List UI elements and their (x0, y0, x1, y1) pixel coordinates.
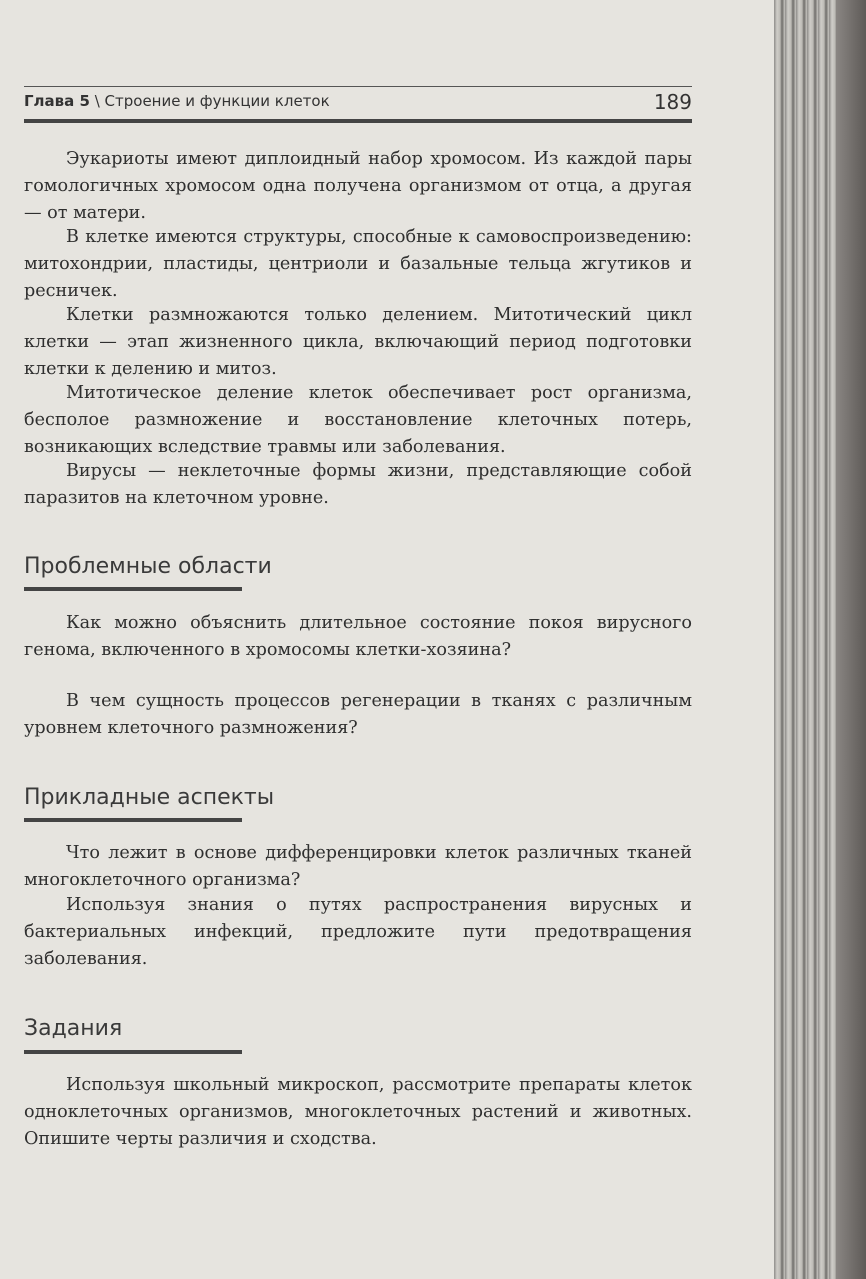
section-rule (24, 587, 242, 591)
running-head (24, 92, 692, 118)
question-paragraph: Используя знания о путях распространения вирусных и бактериальных инфекций, предложите пути предотвращения заболевания. (24, 895, 692, 969)
page-number: 189 (653, 90, 692, 114)
section-title-tasks: Задания (24, 1016, 123, 1041)
section-title-problems: Проблемные области (24, 554, 272, 579)
summary-paragraph: Эукариоты имеют диплоидный набор хромосом. Из каждой пары гомологичных хромосом одна получена организмом от отца, а другая — от матери. (24, 149, 692, 223)
header-bottom-rule (24, 119, 692, 123)
question-paragraph: Как можно объяснить длительное состояние покоя вирусного генома, включенного в хромосомы клетки-хозяина? (24, 613, 692, 660)
question-paragraph: Что лежит в основе дифференцировки клеток различных тканей многоклеточного организма? (24, 843, 692, 890)
summary-paragraph: Митотическое деление клеток обеспечивает рост организма, бесполое размножение и восстановление клеточных потерь, возникающих вследствие травмы или заболевания. (24, 383, 692, 457)
summary-paragraph: В клетке имеются структуры, способные к самовоспроизведению: митохондрии, пластиды, центриоли и базальные тельца жгутиков и ресничек. (24, 227, 692, 301)
summary-paragraph: Клетки размножаются только делением. Митотический цикл клетки — этап жизненного цикла, включающий период подготовки клетки к делению и митоз. (24, 305, 692, 379)
question-paragraph: В чем сущность процессов регенерации в тканях с различным уровнем клеточного размножения? (24, 691, 692, 738)
chapter-title: Строение и функции клеток (104, 92, 330, 110)
header-separator: \ (89, 92, 105, 110)
section-title-applied: Прикладные аспекты (24, 785, 275, 810)
section-rule (24, 1050, 242, 1054)
chapter-label: Глава 5 (24, 92, 90, 110)
section-rule (24, 818, 242, 822)
task-paragraph: Используя школьный микроскоп, рассмотрите препараты клеток одноклеточных организмов, многоклеточных растений и животных. Опишите черты различия и сходства. (24, 1075, 692, 1149)
book-binding-shadow (836, 0, 866, 1279)
summary-paragraph: Вирусы — неклеточные формы жизни, представляющие собой паразитов на клеточном уровне. (24, 461, 692, 508)
header-top-rule (24, 86, 692, 87)
